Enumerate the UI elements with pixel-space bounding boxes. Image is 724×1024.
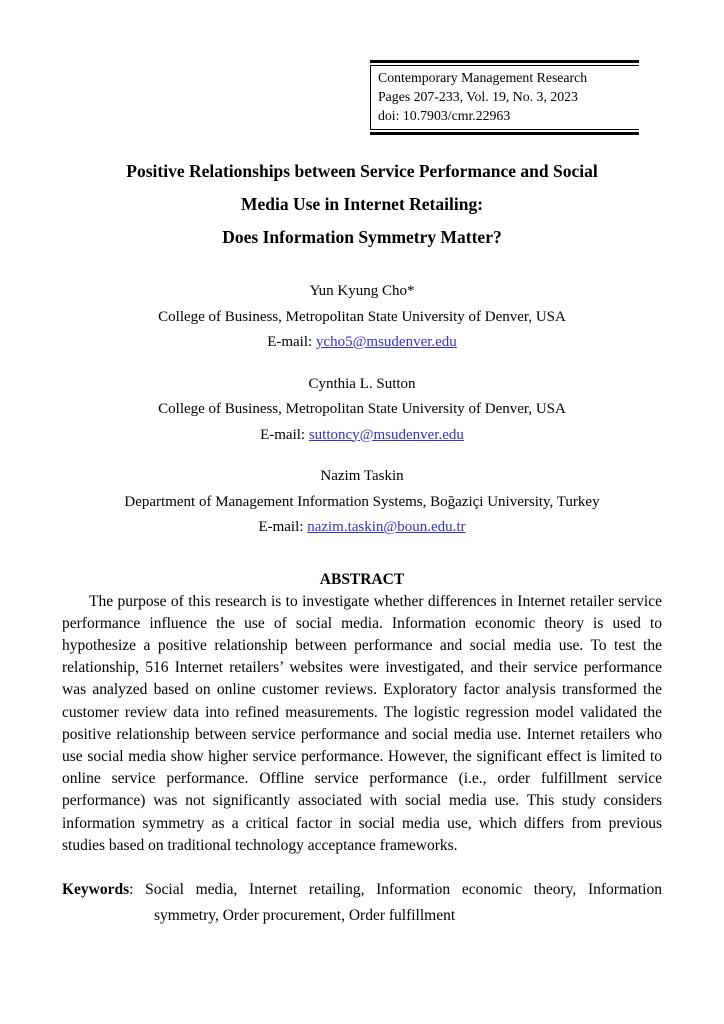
author-name: Cynthia L. Sutton (308, 375, 416, 392)
author-name: Yun Kyung Cho* (309, 283, 415, 299)
journal-info-box (370, 60, 639, 135)
paper-title (62, 155, 662, 254)
keywords-separator: : (129, 880, 146, 898)
abstract-text: The purpose of this research is to investigate whether differences in Internet retailer service performance influence the use of social media. Information economic theory is used to hypothesize a positive relationship between performance and social media use. To test the relationship, 516 Internet retailers’ websites were investigated, and their service performance was analyzed based on online customer reviews. Exploratory factor analysis transformed the customer review data into refined measurements. The logistic regression model validated the positive relationship between service performance and social media use. Internet retailers who use social media show higher service performance. However, the significant effect is limited to online service performance. Offline service performance (i.e., order fulfillment service performance) was not significantly associated with social media use. This study considers information symmetry as a critical factor in social media use, which differs from previous studies based on traditional technology acceptance frameworks. (62, 592, 662, 854)
journal-pages-volume: Pages 207-233, Vol. 19, No. 3, 2023 (378, 89, 578, 104)
author-email-line (62, 330, 662, 356)
author-email-link[interactable]: ycho5@msudenver.edu (315, 334, 457, 350)
author-block-2 (62, 372, 662, 449)
authors-section (62, 279, 662, 541)
email-label: E-mail: (260, 426, 309, 443)
abstract-heading: ABSTRACT (319, 570, 405, 588)
email-label: E-mail: (258, 519, 308, 535)
author-name: Nazim Taskin (320, 468, 404, 484)
paper-title-line-1: Positive Relationships between Service Performance and Social (126, 161, 598, 181)
email-label: E-mail: (267, 334, 316, 350)
keywords-text: Social media, Internet retailing, Information economic theory, Information symmetry, Order procurement, Order fulfillment (145, 880, 662, 924)
author-email-link[interactable]: suttoncy@msudenver.edu (308, 426, 464, 443)
author-affiliation: College of Business, Metropolitan State University of Denver, USA (158, 401, 566, 417)
journal-doi: doi: 10.7903/cmr.22963 (378, 108, 511, 123)
author-email-line (62, 515, 662, 541)
paper-title-line-3: Does Information Symmetry Matter? (222, 227, 502, 247)
author-affiliation: College of Business, Metropolitan State University of Denver, USA (158, 308, 566, 325)
keywords-line (62, 877, 662, 929)
author-email-link[interactable]: nazim.taskin@boun.edu.tr (307, 519, 466, 535)
author-affiliation: Department of Management Information Systems, Boğaziçi University, Turkey (124, 493, 600, 510)
paper-title-line-2: Media Use in Internet Retailing: (240, 194, 484, 214)
author-block-3 (62, 464, 662, 541)
journal-info-inner (370, 65, 639, 130)
author-email-line (62, 423, 662, 449)
author-block-1 (62, 279, 662, 356)
keywords-label: Keywords (62, 880, 130, 898)
journal-name: Contemporary Management Research (378, 70, 588, 85)
